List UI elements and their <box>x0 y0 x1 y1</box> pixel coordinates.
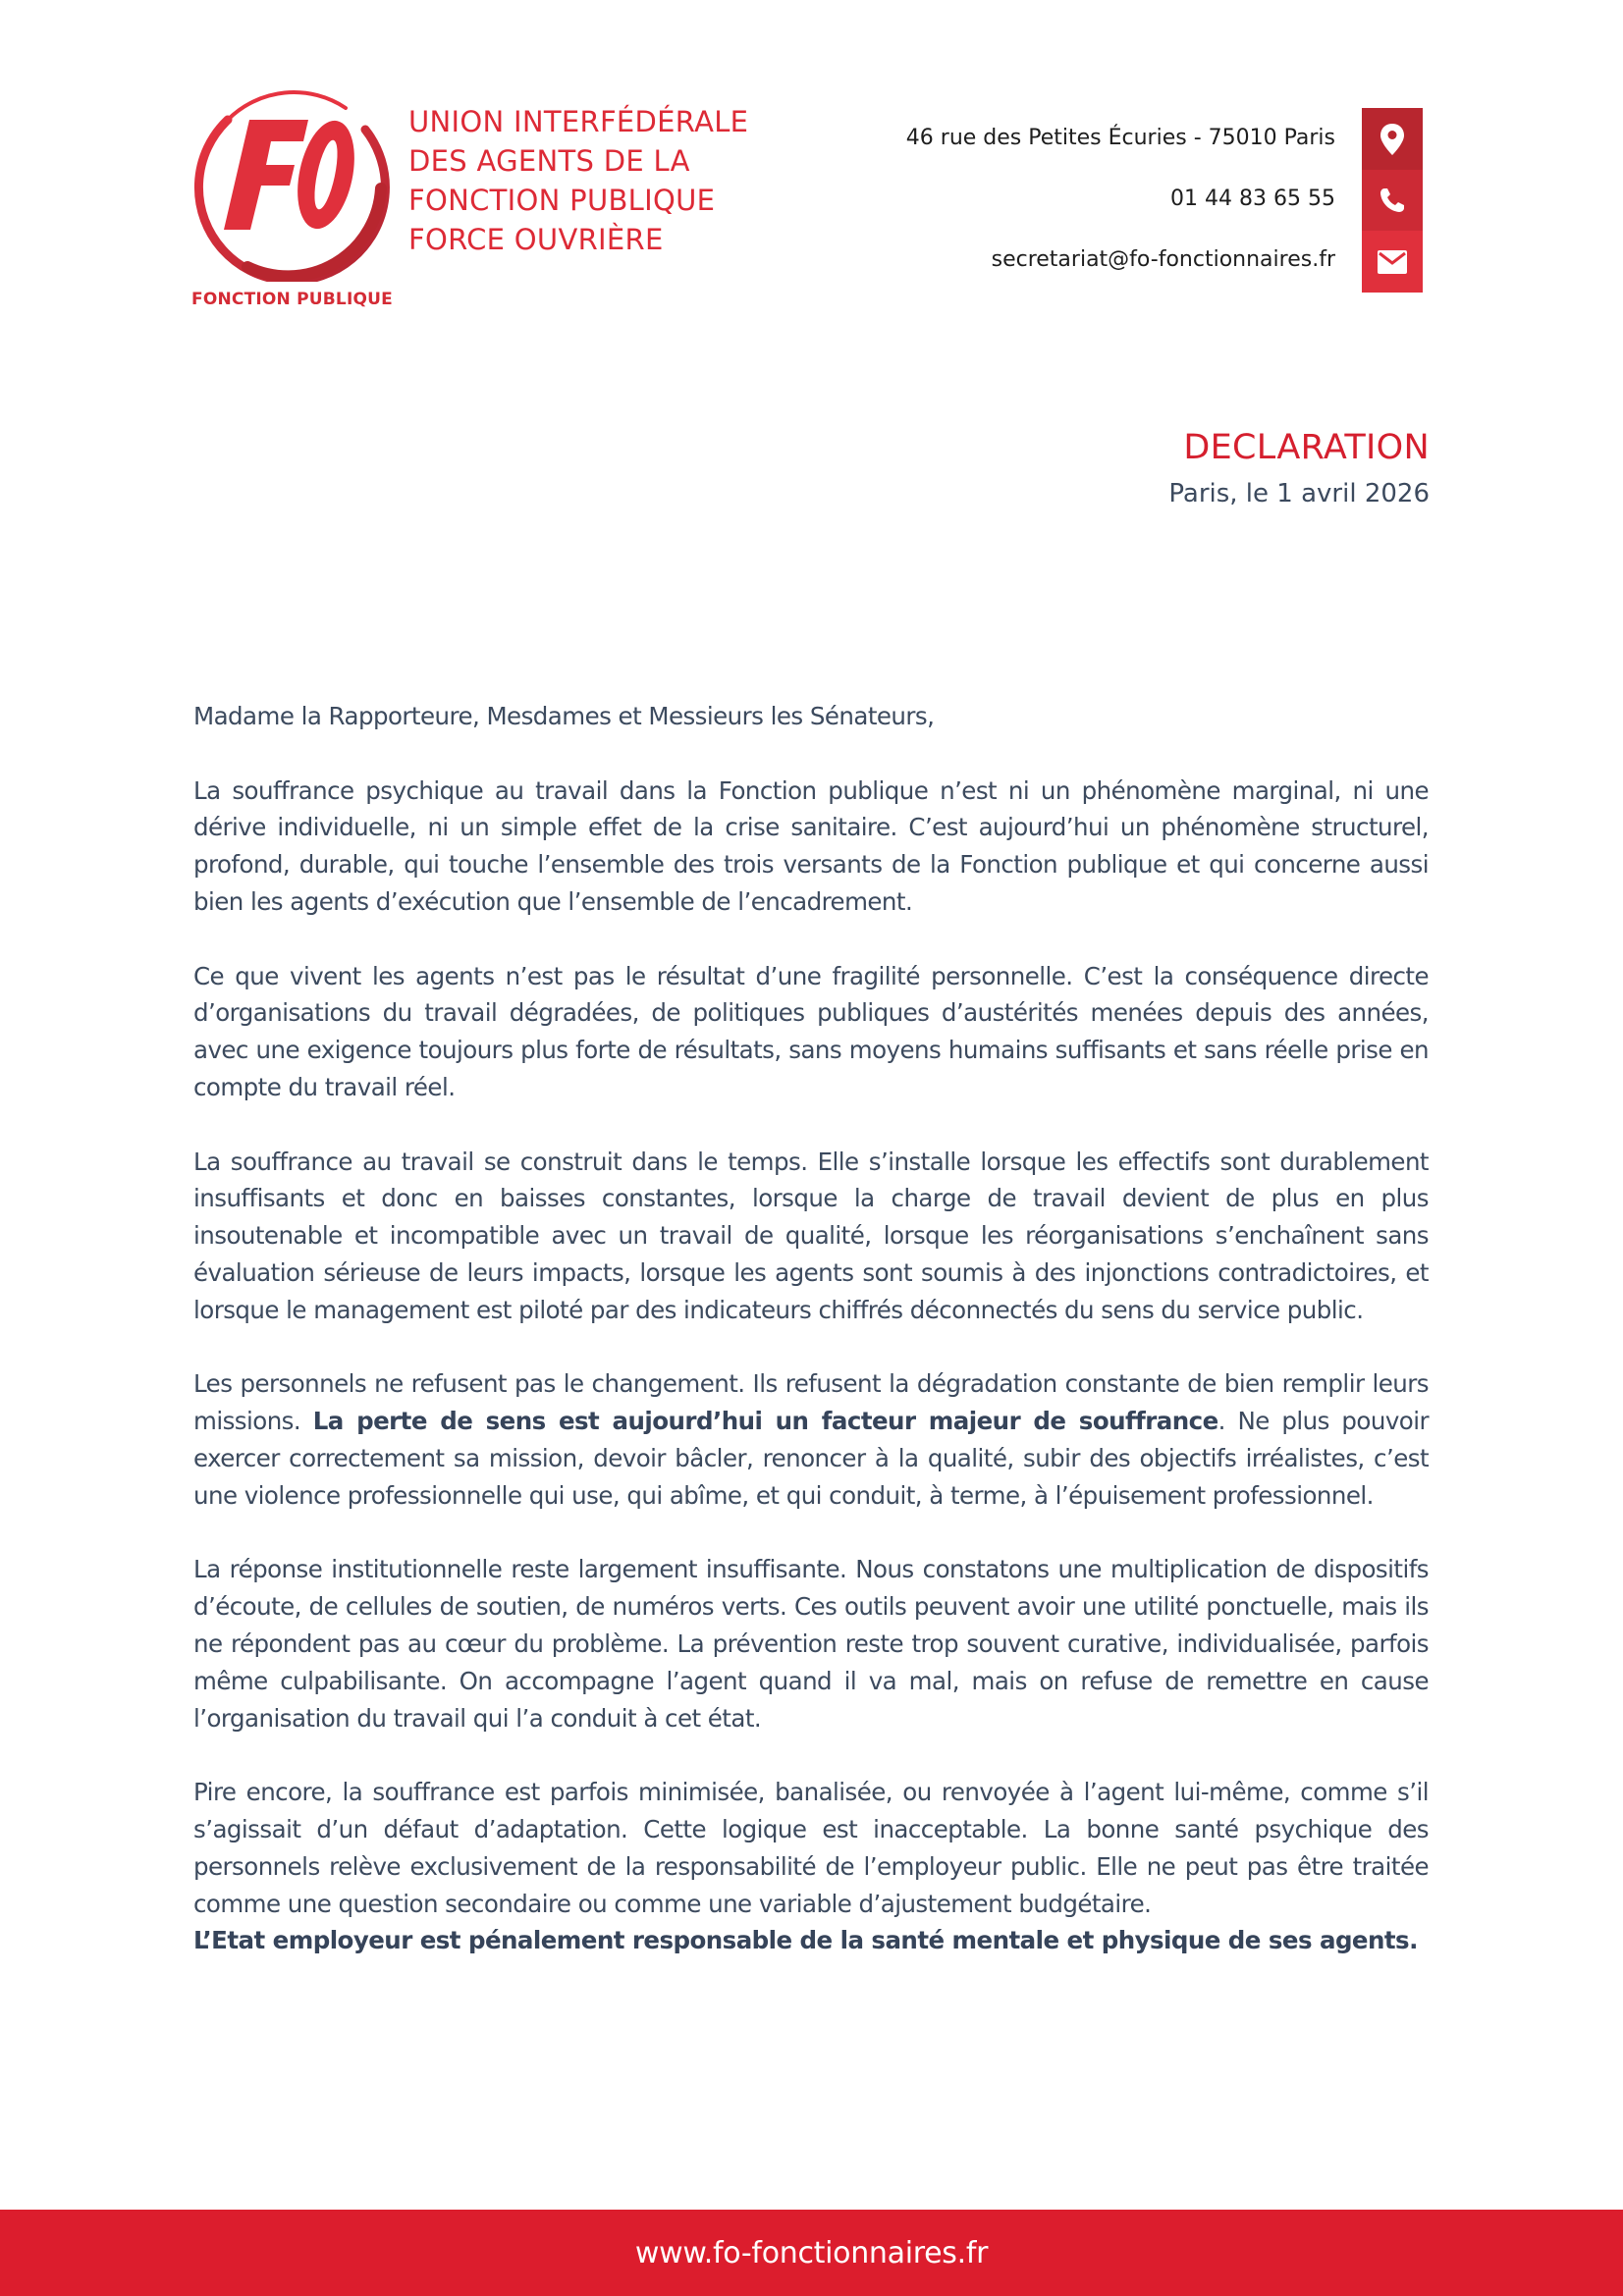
paragraph-3: La souffrance au travail se construit dans le temps. Elle s’installe lorsque les effectifs sont durablement insuffisants et donc en baisses constantes, lorsque la charge de travail devient de plus en plus insoutenable et incompatible avec un travail de qualité, lorsque les réorganisations s’enchaînent sans évaluation sérieuse de leurs impacts, lorsque les agents sont soumis à des injonctions contradictoires, et lorsque le management est piloté par des indicateurs chiffrés déconnectés du sens du service public. <box>193 1147 1429 1324</box>
contact-email[interactable]: secretariat@fo-fonctionnaires.fr <box>991 247 1335 272</box>
footer-bar <box>0 2210 1623 2296</box>
org-name-line: FORCE OUVRIÈRE <box>408 223 664 256</box>
logo-subtitle: FONCTION PUBLIQUE <box>191 290 393 309</box>
envelope-icon <box>1362 231 1423 293</box>
map-pin-icon <box>1362 108 1423 170</box>
paragraph-6: Pire encore, la souffrance est parfois minimisée, banalisée, ou renvoyée à l’agent lui-même, comme s’il s’agissait d’un défaut d’adaptation. Cette logique est inacceptable. La bonne santé psychique des personnels relève exclusivement de la responsabilité de l’employeur public. Elle ne peut pas être traitée comme une question secondaire ou comme une variable d’ajustement budgétaire. <box>193 1778 1429 1918</box>
contact-block <box>906 108 1335 291</box>
website-link[interactable]: www.fo-fonctionnaires.fr <box>634 2235 989 2270</box>
phone-icon <box>1362 170 1423 231</box>
fo-logo-mark-icon <box>189 80 390 282</box>
document-body <box>193 698 1429 1959</box>
paragraph-4 <box>193 1365 1429 1514</box>
closing-statement: L’Etat employeur est pénalement responsable de la santé mentale et physique de ses agents. <box>193 1926 1418 1955</box>
document-date: Paris, le 1 avril 2026 <box>1168 479 1430 508</box>
paragraph-2: Ce que vivent les agents n’est pas le résultat d’une fragilité personnelle. C’est la conséquence directe d’organisations du travail dégradées, de politiques publiques d’austérités menées depuis des années, avec une exigence toujours plus forte de résultats, sans moyens humains suffisants et sans réelle prise en compte du travail réel. <box>193 961 1429 1101</box>
fo-logo <box>189 80 395 316</box>
organization-name <box>408 102 748 259</box>
paragraph-1: La souffrance psychique au travail dans la Fonction publique n’est ni un phénomène marginal, ni une dérive individuelle, ni un simple effet de la crise sanitaire. C’est aujourd’hui un phénomène structurel, profond, durable, qui touche l’ensemble des trois versants de la Fonction publique et qui concerne aussi bien les agents d’exécution que l’ensemble de l’encadrement. <box>193 775 1429 916</box>
paragraph-5: La réponse institutionnelle reste largement insuffisante. Nous constatons une multiplication de dispositifs d’écoute, de cellules de soutien, de numéros verts. Ces outils peuvent avoir une utilité ponctuelle, mais ils ne répondent pas au cœur du problème. La prévention reste trop souvent curative, individualisée, parfois même culpabilisante. On accompagne l’agent quand il va mal, mais on refuse de remettre en cause l’organisation du travail qui l’a conduit à cet état. <box>193 1555 1429 1733</box>
org-name-line: DES AGENTS DE LA <box>408 144 690 178</box>
paragraph-4-text-start: Les personnels ne refusent pas le changement. Ils refusent la dégradation constante de bien remplir leurs missions. <box>193 1369 1429 1436</box>
salutation: Madame la Rapporteure, Mesdames et Messieurs les Sénateurs, <box>193 702 935 730</box>
document-title: DECLARATION <box>1183 428 1430 467</box>
contact-phone[interactable]: 01 44 83 65 55 <box>1170 187 1335 211</box>
paragraph-4-text-end: . Ne plus pouvoir exercer correctement sa mission, devoir bâcler, renoncer à la qualité, subir des objectifs irréalistes, c’est une violence professionnelle qui use, qui abîme, et qui conduit, à terme, à l’épuisement professionnel. <box>193 1407 1429 1510</box>
org-name-line: FONCTION PUBLIQUE <box>408 184 716 217</box>
contact-icon-strip <box>1362 108 1423 293</box>
contact-address: 46 rue des Petites Écuries - 75010 Paris <box>905 126 1335 150</box>
org-name-line: UNION INTERFÉDÉRALE <box>408 105 749 138</box>
paragraph-4-emphasis: La perte de sens est aujourd’hui un facteur majeur de souffrance <box>312 1407 1218 1436</box>
